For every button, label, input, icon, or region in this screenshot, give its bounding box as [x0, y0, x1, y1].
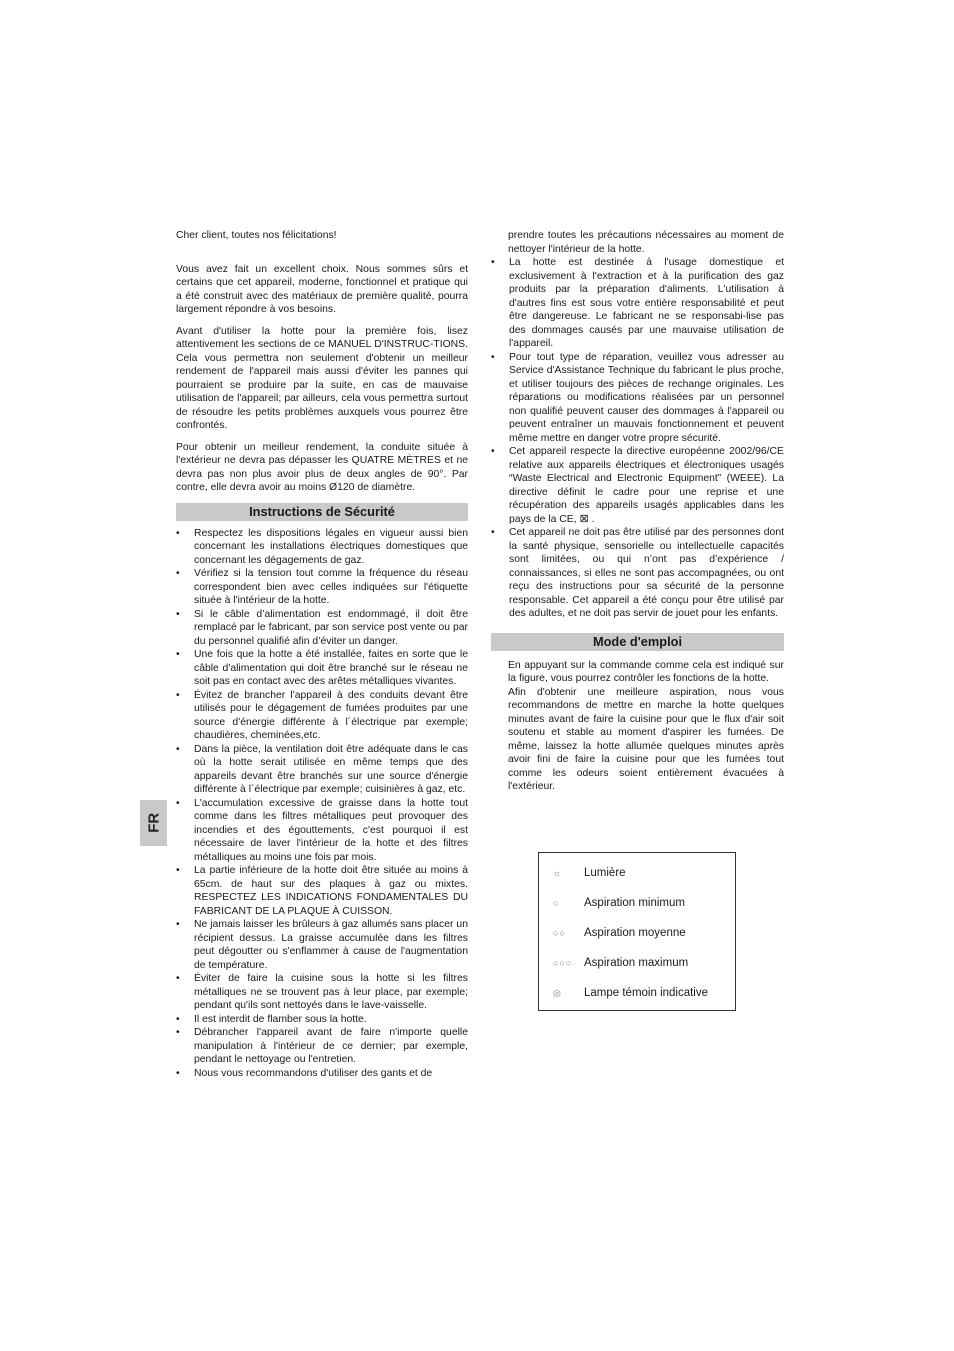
right-column	[491, 229, 784, 794]
list-item: • Dans la pièce, la ventilation doit être adéquate dans le cas où la hotte serait utilisée en même temps que des appareils devant être branchés sur une source d'énergie différente à l´électrique par exemple; cuisinières à gaz, etc.	[176, 743, 468, 797]
list-item: • Il est interdit de flamber sous la hotte.	[176, 1013, 468, 1027]
control-row-speed-1	[553, 896, 685, 912]
list-item: • Éviter de faire la cuisine sous la hotte si les filtres métalliques ne se trouvent pas à leur place, par exemple; pendant qu'ils sont nettoyés dans le lave-vaisselle.	[176, 972, 468, 1013]
list-item: • La hotte est destinée à l'usage domestique et exclusivement à l'extraction et à la purification des gaz produits par la préparation d'aliments. L'utilisation à d'autres fins est sous votre entière responsabilité et peut être dangereuse. Le fabricant ne se responsabi-lise pas des dommages causés par une mauvaise utilisation de l'appareil.	[491, 256, 784, 351]
list-item: • La partie inférieure de la hotte doit être située au moins à 65cm. de haut sur des plaques à gaz ou mixtes. RESPECTEZ LES INDICATIONS FONDAMENTALES DU FABRICANT DE LA PLAQUE À CUISSON.	[176, 864, 468, 918]
usage-block	[491, 659, 784, 794]
intro-paragraph: Avant d'utiliser la hotte pour la première fois, lisez attentivement les sections de ce MANUEL D'INSTRUC-TIONS. Cela vous permettra non seulement d'obtenir un meilleur rendement de l'appareil mais aussi d'éviter les pannes qui pourraient se produire par la suite, en cas de mauvaise utilisation de l'appareil; par ailleurs, cela vous permettra surtout de résoudre les petits problèmes auxquels vous pourrez être confrontés.	[176, 325, 468, 431]
list-item: • Nous vous recommandons d'utiliser des gants et de	[176, 1067, 468, 1081]
light-icon: ☼	[553, 868, 563, 879]
control-label: Lampe témoin indicative	[584, 987, 709, 1000]
greeting: Cher client, toutes nos félicitations!	[176, 230, 337, 241]
control-row-speed-2	[553, 926, 686, 942]
intro-paragraph: Vous avez fait un excellent choix. Nous sommes sûrs et certains que cet appareil, moderne, fonctionnel et pratique qui a été construit avec des matériaux de première qualité, pourra largement répondre à vos besoins.	[176, 263, 468, 315]
intro-paragraph: Pour obtenir un meilleur rendement, la conduite située à l'extérieur ne devra pas dépasser les QUATRE MÈTRES et ne devra pas non plus avoir plus de deux angles de 90°. Par contre, elle devra avoir au moins Ø120 de diamètre.	[176, 441, 468, 493]
list-item: • Respectez les dispositions légales en vigueur aussi bien concernant les installations électriques domestiques que concernant les dégagements de gaz.	[176, 527, 468, 568]
safety-list-continued	[491, 256, 784, 621]
list-item: • Pour tout type de réparation, veuillez vous adresser au Service d'Assistance Technique du fabricant le plus proche, et utiliser toujours des pièces de rechange originales. Les réparations ou modifications réalisées par un personnel non qualifié peuvent causer des dommages à l'appareil ou peuvent entraîner un mauvais fonctionnement et peuvent même mettre en danger votre propre sécurité.	[491, 351, 784, 446]
control-row-indicator	[553, 986, 708, 1002]
usage-paragraph: En appuyant sur la commande comme cela est indiqué sur la figure, vous pourrez contrôler les fonctions de la hotte.	[508, 659, 784, 684]
list-item: • Ne jamais laisser les brûleurs à gaz allumés sans placer un récipient dessus. La graisse accumulée dans les filtres peut dégoutter ou s'enflammer à cause de l'augmentation de température.	[176, 918, 468, 972]
list-item	[491, 445, 784, 526]
list-item: • L'accumulation excessive de graisse dans la hotte tout comme dans les filtres métalliques peut provoquer des incendies et des égouttements, c'est pourquoi il est nécessaire de laver l'intérieur de la hotte et des filtres métalliques au moins une fois par mois.	[176, 797, 468, 865]
left-column	[176, 229, 468, 1080]
usage-section-title: Mode d'emploi	[491, 633, 784, 651]
language-tab-label: FR	[144, 813, 162, 833]
control-label: Aspiration maximum	[584, 957, 689, 970]
weee-suffix: .	[591, 513, 595, 525]
speed-3-icon: ○○○	[553, 958, 573, 969]
safety-section-title: Instructions de Sécurité	[176, 503, 468, 521]
control-label: Aspiration moyenne	[584, 927, 686, 940]
continuation-text: prendre toutes les précautions nécessaires au moment de nettoyer l'intérieur de la hotte.	[508, 230, 784, 255]
language-tab	[140, 800, 167, 846]
indicator-lamp-icon: ◎	[553, 988, 562, 999]
control-panel-figure	[538, 852, 736, 1011]
control-label: Aspiration minimum	[584, 897, 685, 910]
usage-paragraph: Afin d'obtenir une meilleure aspiration, nous vous recommandons de mettre en marche la hotte quelques minutes avant de faire la cuisine pour que le flux d'air soit soutenu et stable au moment d'aspirer les fumées. De même, laissez la hotte allumée quelques minutes après avoir fini de faire la cuisine pour que les fumées tout comme les odeurs soient entièrement évacuées à l'extérieur.	[508, 686, 784, 792]
crossed-bin-icon: ⊠	[579, 512, 589, 525]
list-item: • Si le câble d’alimentation est endommagé, il doit être remplacé par le fabricant, par son service post vente ou par du personnel qualifié afin d’éviter un danger.	[176, 608, 468, 649]
weee-text: Cet appareil respecte la directive européenne 2002/96/CE relative aux appareils électriques et électroniques usagés “Waste Electrical and Electronic Equipment” (WEEE). La directive définit le cadre pour une reprise et une récupération des appareils usagés applicables dans les pays de la CE,	[509, 446, 784, 525]
control-label: Lumière	[584, 867, 626, 880]
continuation-block	[491, 229, 784, 256]
list-item: • Évitez de brancher l'appareil à des conduits devant être utilisés pour le dégagement de fumées produites par une source d'énergie différente à l´électrique par exemple; chaudières, cheminées,etc.	[176, 689, 468, 743]
speed-1-icon: ○	[553, 898, 560, 909]
safety-list	[176, 527, 468, 1081]
control-row-speed-3	[553, 956, 688, 972]
control-row-light	[553, 866, 626, 882]
list-item: • Une fois que la hotte a été installée, faites en sorte que le câble d'alimentation qui doit être branché sur le réseau ne soit pas en contact avec des arêtes métalliques vivantes.	[176, 648, 468, 689]
speed-2-icon: ○○	[553, 928, 566, 939]
list-item: • Vérifiez si la tension tout comme la fréquence du réseau correspondent bien avec celles indiquées sur l'étiquette située à l'intérieur de la hotte.	[176, 567, 468, 608]
list-item: • Cet appareil ne doit pas être utilisé par des personnes dont la santé physique, sensorielle ou intellectuelle capacités sont limitées, ou qui n’ont pas d’expérience / connaissances, si elles ne sont pas accompagnées, ou ont reçu des instructions pour sa sécurité de la personne responsable. Cet appareil a été conçu pour être utilisé par des adultes, et ne doit pas servir de jouet pour les enfants.	[491, 526, 784, 621]
list-item: • Débrancher l'appareil avant de faire n'importe quelle manipulation à l'intérieur de ce dernier; par exemple, pendant le nettoyage ou l'entretien.	[176, 1026, 468, 1067]
